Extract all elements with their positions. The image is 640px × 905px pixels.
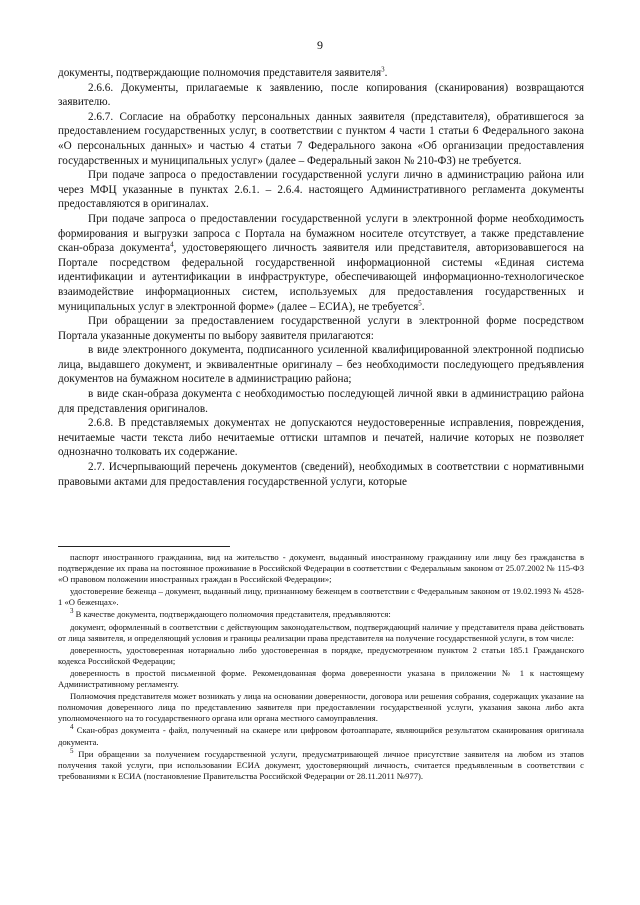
page-number: 9 (317, 38, 323, 52)
paragraph-applying: При обращении за предоставлением государственной услуги в электронной форме посредством Портала указанные документы по выбору заявителя прилагаются: (58, 315, 584, 342)
portal-text-a: При подаче запроса о предоставлении государственной услуги в электронной форме необходимость формирования и выгрузки запроса с Портала на бумажном носителе отсутствует, а также представление скан-образа документа (58, 212, 584, 255)
paragraph-paper-submission: При подаче запроса о предоставлении государственной услуги лично в администрацию района или через МФЦ указанные в пунктах 2.6.1. – 2.6.4. настоящего Административного регламента документы предоставляются в оригиналах. (58, 169, 584, 211)
footnote-ref-5: 5 (418, 298, 422, 307)
paragraph-2-6-6: 2.6.6. Документы, прилагаемые к заявлению, после копирования (сканирования) возвращаются заявителю. (58, 81, 584, 109)
paragraph-scan-image: в виде скан-образа документа с необходимостью последующей личной явки в администрацию района для представления оригиналов. (58, 388, 584, 415)
footnote-ref-3: 3 (381, 65, 385, 74)
footnote-4 (58, 725, 584, 747)
continuation-text: документы, подтверждающие полномочия представителя заявителя (58, 67, 382, 79)
footnote-3-number: 3 (70, 607, 74, 616)
footnote-3-text: В качестве документа, подтверждающего полномочия представителя, предъявляются: (73, 609, 391, 620)
footnote-3-simple-form: доверенность в простой письменной форме. Рекомендованная форма доверенности указана в приложении № 1 к настоящему Административному регламенту. (58, 667, 584, 690)
portal-text-end: . (421, 300, 425, 313)
footnote-4-text: Скан-образ документа - файл, полученный на сканере или цифровом фотоаппарате, являющийся результатом сканирования оригинала документа. (58, 725, 584, 747)
footnote-separator (58, 546, 230, 547)
paragraph-2-7: 2.7. Исчерпывающий перечень документов (сведений), необходимых в соответствии с нормативными правовыми актами для предоставления государственной услуги, которые (58, 461, 584, 488)
main-text (58, 66, 584, 489)
footnote-3 (58, 609, 584, 620)
footnote-5-text: При обращении за получением государственной услуги, предусматривающей личное присутствие заявителя на любом из этапов получения такой услуги, при использовании ЕСИА документ, удостоверяющий личность, считается предъявленным в соответствии с требованиями к ЕСИА (постановление Правительства Российской Федерации от 28.11.2011 №977). (58, 748, 584, 781)
footnote-5-number: 5 (70, 746, 74, 755)
portal-text-b: , удостоверяющего личность заявителя или представителя, авторизовавшегося на Портале посредством федеральной государственной информационной системы «Единая система идентификации и аутентификации в инфраструктуре, обеспечивающей информационно-технологическое взаимодействие информационных систем, используемых для предоставления государственных и муниципальных услуг в электронной форме» (далее – ЕСИА), не требуется (58, 242, 584, 313)
footnotes (58, 552, 584, 783)
footnote-passport: паспорт иностранного гражданина, вид на жительство - документ, выданный иностранному гражданину или лицу без гражданства в подтверждение их права на постоянное проживание в Российской Федерации в соответствии с Федеральным законом от 25.07.2002 № 115-ФЗ «О правовом положении иностранных граждан в Российской Федерации»; (58, 552, 584, 585)
footnote-3-powers: Полномочия представителя может возникать у лица на основании доверенности, договора или решения собрания, содержащих указание на полномочия доверенного лица по представлению заявителя при предоставлении государственной услуги, указания закона либо акта уполномоченного на то государственного органа или органа местного самоуправления. (58, 691, 584, 724)
footnote-ref-4: 4 (170, 240, 174, 249)
paragraph-2-6-8: 2.6.8. В представляемых документах не допускаются неудостоверенные исправления, повреждения, нечитаемые части текста либо нечитаемые оттиски штампов и печатей, наличие которых не позволяет однозначно толковать их содержание. (58, 417, 584, 459)
paragraph-2-6-7: 2.6.7. Согласие на обработку персональных данных заявителя (представителя), обратившегося за предоставлением государственных услуг, в соответствии с пунктом 4 части 1 статьи 6 Федерального закона «О персональных данных» и частью 4 статьи 7 Федерального закона «Об организации предоставления государственных и муниципальных услуг» (далее – Федеральный закон № 210-ФЗ) не требуется. (58, 110, 584, 167)
continuation-end: . (384, 67, 388, 79)
footnote-refugee: удостоверение беженца – документ, выданный лицу, признанному беженцем в соответствии с Федеральным законом от 19.02.1993 № 4528-1 «О беженцах». (58, 586, 584, 608)
paragraph-continuation (58, 66, 584, 81)
footnote-3-notary: доверенность, удостоверенная нотариально либо удостоверенная в порядке, предусмотренном пунктом 2 статьи 185.1 Гражданского кодекса Российской Федерации; (58, 644, 584, 666)
paragraph-portal-submission (58, 212, 584, 314)
footnote-4-number: 4 (70, 723, 74, 732)
footnote-5 (58, 746, 584, 782)
paragraph-electronic-document: в виде электронного документа, подписанного усиленной квалифицированной электронной подписью лица, выдавшего документ, и эквивалентные оригиналу – без необходимости последующего предъявления документов на бумажном носителе в администрацию района; (58, 344, 584, 386)
footnote-3-document: документ, оформленный в соответствии с действующим законодательством, подтверждающий наличие у представителя права действовать от лица заявителя, и определяющий условия и границы реализации права представителя на получение государственной услуги, в том числе: (58, 621, 584, 643)
